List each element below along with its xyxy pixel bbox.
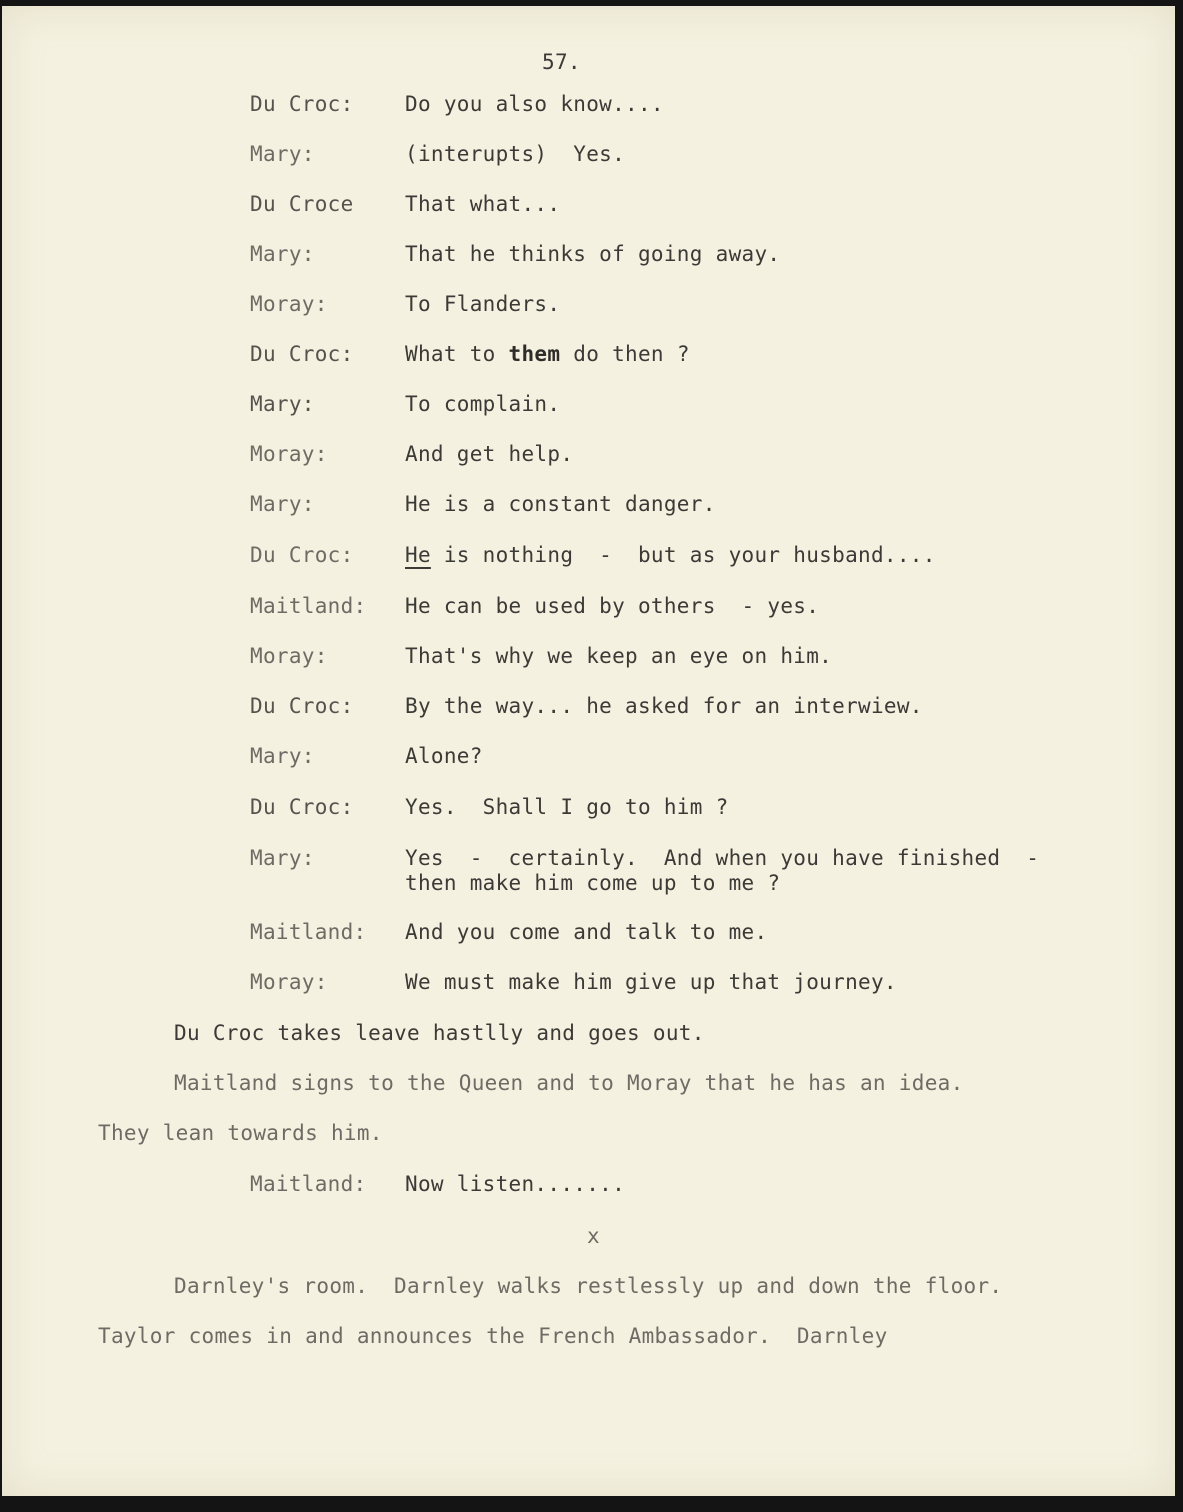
dialogue-line: Do you also know.... xyxy=(405,92,664,116)
speaker-name: Du Croc: xyxy=(250,795,354,819)
dialogue-line: That what... xyxy=(405,192,561,216)
scene-description: Darnley's room. Darnley walks restlessly up and down the floor. xyxy=(174,1274,1003,1298)
struck-out-word: them xyxy=(508,342,561,366)
dialogue-line: By the way... he asked for an interwiew. xyxy=(405,694,923,718)
dialogue-line xyxy=(405,543,936,567)
underlined-word: He xyxy=(405,543,431,567)
speaker-name: Moray: xyxy=(250,442,328,466)
dialogue-line-continuation: then make him come up to me ? xyxy=(405,871,781,895)
scene-break-mark: x xyxy=(587,1224,600,1248)
speaker-name: Maitland: xyxy=(250,594,367,618)
speaker-name: Mary: xyxy=(250,846,315,870)
scene-description: Taylor comes in and announces the French Ambassador. Darnley xyxy=(98,1324,888,1348)
stage-direction: They lean towards him. xyxy=(98,1121,383,1145)
speaker-name: Mary: xyxy=(250,142,315,166)
speaker-name: Moray: xyxy=(250,292,328,316)
speaker-name: Moray: xyxy=(250,644,328,668)
line-text: do then ? xyxy=(560,342,690,366)
dialogue-line: Alone? xyxy=(405,744,483,768)
line-text: What to xyxy=(405,342,509,366)
dialogue-line: That he thinks of going away. xyxy=(405,242,781,266)
speaker-name: Du Croc: xyxy=(250,342,354,366)
dialogue-line: That's why we keep an eye on him. xyxy=(405,644,833,668)
page-number: 57. xyxy=(542,50,581,74)
stage-direction: Du Croc takes leave hastlly and goes out. xyxy=(174,1021,705,1045)
dialogue-line: Yes - certainly. And when you have finished - xyxy=(405,846,1040,870)
dialogue-line: (interupts) Yes. xyxy=(405,142,626,166)
speaker-name: Mary: xyxy=(250,744,315,768)
typewritten-page xyxy=(2,6,1175,1496)
dialogue-line: Yes. Shall I go to him ? xyxy=(405,795,729,819)
line-text: is nothing - but as your husband.... xyxy=(430,543,936,567)
stage-direction: Maitland signs to the Queen and to Moray that he has an idea. xyxy=(174,1071,964,1095)
speaker-name: Maitland: xyxy=(250,1172,367,1196)
speaker-name: Du Croc: xyxy=(250,694,354,718)
dialogue-line: He can be used by others - yes. xyxy=(405,594,820,618)
dialogue-line: To complain. xyxy=(405,392,561,416)
speaker-name: Du Croc: xyxy=(250,92,354,116)
speaker-name: Mary: xyxy=(250,242,315,266)
dialogue-line: We must make him give up that journey. xyxy=(405,970,897,994)
dialogue-line: To Flanders. xyxy=(405,292,561,316)
speaker-name: Du Croce xyxy=(250,192,354,216)
dialogue-line: And get help. xyxy=(405,442,574,466)
speaker-name: Du Croc: xyxy=(250,543,354,567)
speaker-name: Moray: xyxy=(250,970,328,994)
dialogue-line: He is a constant danger. xyxy=(405,492,716,516)
dialogue-line xyxy=(405,342,690,366)
speaker-name: Mary: xyxy=(250,392,315,416)
speaker-name: Mary: xyxy=(250,492,315,516)
speaker-name: Maitland: xyxy=(250,920,367,944)
dialogue-line: And you come and talk to me. xyxy=(405,920,768,944)
dialogue-line: Now listen....... xyxy=(405,1172,626,1196)
